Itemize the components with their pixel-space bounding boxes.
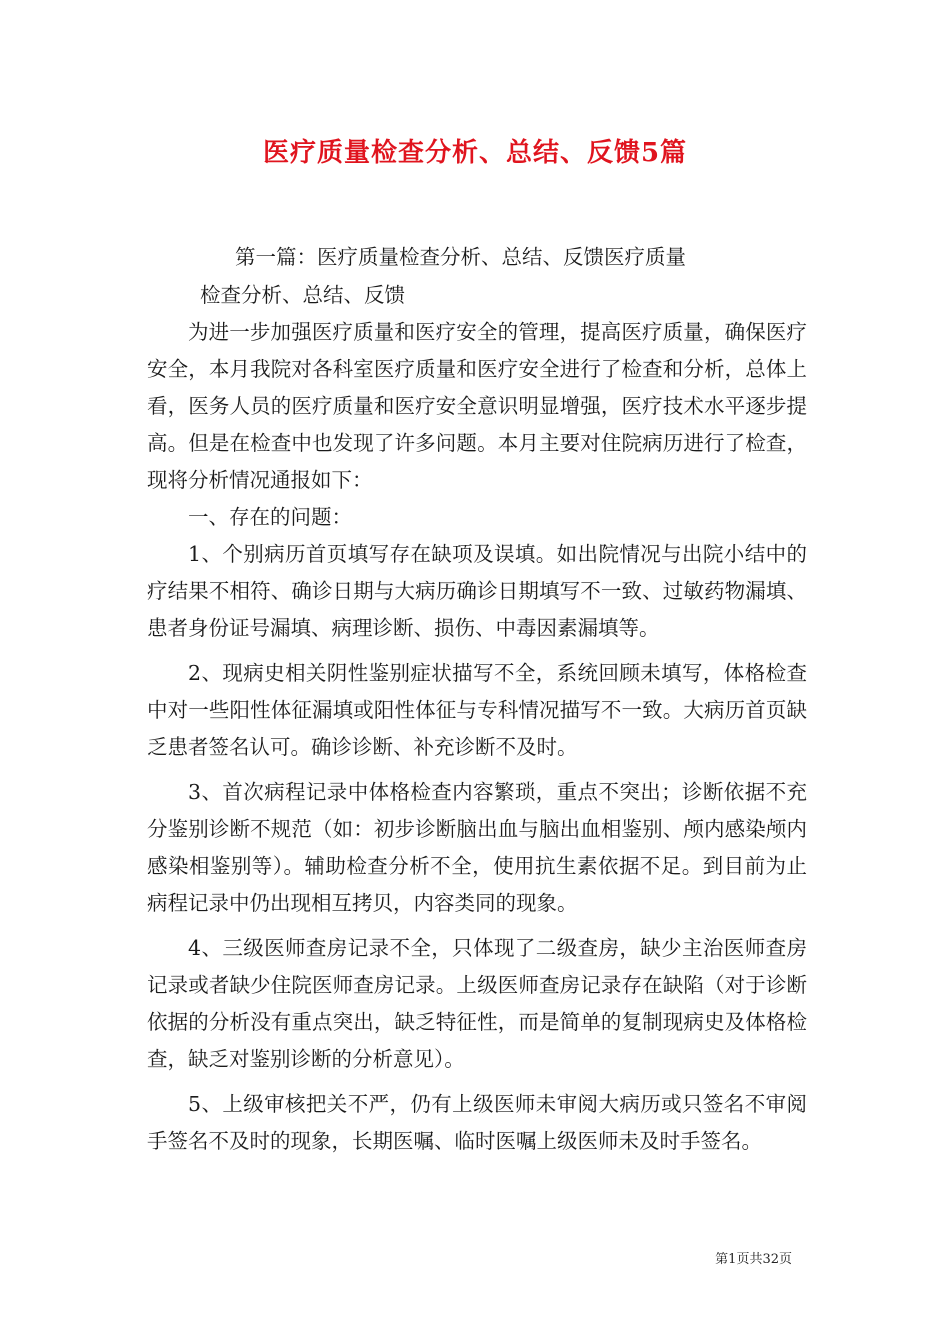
problem-item-4: 4、三级医师查房记录不全，只体现了二级查房，缺少主治医师查房记录或者缺少住院医师查房记录。上级医师查房记录存在缺陷（对于诊断依据的分析没有重点突出，缺乏特征性，而是简单的复制现病史及体格检查，缺乏对鉴别诊断的分析意见）。 bbox=[147, 936, 807, 1071]
document-title: 医疗质量检查分析、总结、反馈5篇 bbox=[262, 138, 688, 168]
page-number: 第1页共32页 bbox=[715, 1252, 792, 1267]
problem-item-3: 3、首次病程记录中体格检查内容繁琐，重点不突出；诊断依据不充分鉴别诊断不规范（如：初步诊断脑出血与脑出血相鉴别、颅内感染颅内感染相鉴别等）。辅助检查分析不全，使用抗生素依据不足。到目前为止病程记录中仍出现相互拷贝，内容类同的现象。 bbox=[147, 780, 807, 915]
problem-item-5: 5、上级审核把关不严，仍有上级医师未审阅大病历或只签名不审阅手签名不及时的现象，长期医嘱、临时医嘱上级医师未及时手签名。 bbox=[147, 1092, 807, 1153]
intro-paragraph: 为进一步加强医疗质量和医疗安全的管理，提高医疗质量，确保医疗安全，本月我院对各科室医疗质量和医疗安全进行了检查和分析，总体上看，医务人员的医疗质量和医疗安全意识明显增强，医疗技术水平逐步提高。但是在检查中也发现了许多问题。本月主要对住院病历进行了检查，现将分析情况通报如下： bbox=[147, 320, 807, 492]
section-heading-line1: 第一篇：医疗质量检查分析、总结、反馈医疗质量 bbox=[235, 245, 686, 269]
problem-item-2: 2、现病史相关阴性鉴别症状描写不全，系统回顾未填写，体格检查中对一些阳性体征漏填或阳性体征与专科情况描写不一致。大病历首页缺乏患者签名认可。确诊诊断、补充诊断不及时。 bbox=[147, 661, 807, 759]
section-heading-line2: 检查分析、总结、反馈 bbox=[200, 283, 405, 307]
problem-item-1: 1、个别病历首页填写存在缺项及误填。如出院情况与出院小结中的疗结果不相符、确诊日期与大病历确诊日期填写不一致、过敏药物漏填、患者身份证号漏填、病理诊断、损伤、中毒因素漏填等。 bbox=[147, 542, 807, 640]
document-body bbox=[147, 314, 807, 1160]
problems-heading: 一、存在的问题： bbox=[188, 505, 352, 529]
